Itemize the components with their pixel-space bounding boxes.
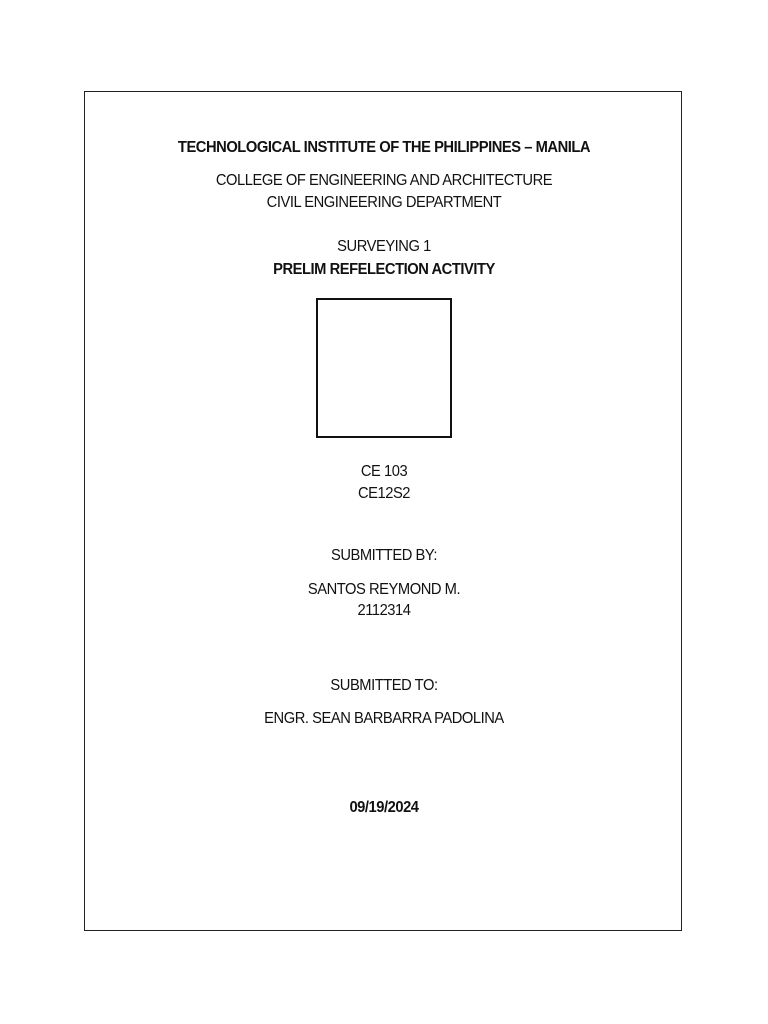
instructor-name: ENGR. SEAN BARBARRA PADOLINA	[264, 710, 504, 727]
logo-placeholder	[316, 298, 452, 438]
department-name: CIVIL ENGINEERING DEPARTMENT	[266, 194, 502, 211]
course-code: CE 103	[360, 463, 408, 480]
college-name: COLLEGE OF ENGINEERING AND ARCHITECTURE	[215, 172, 553, 189]
course-title: SURVEYING 1	[337, 238, 431, 255]
institution-title: TECHNOLOGICAL INSTITUTE OF THE PHILIPPINES – MANILA	[177, 139, 591, 156]
section-code: CE12S2	[357, 485, 411, 502]
submitted-to-label: SUBMITTED TO:	[330, 677, 438, 694]
student-id: 2112314	[357, 602, 411, 619]
submitted-by-label: SUBMITTED BY:	[330, 547, 438, 564]
student-name: SANTOS REYMOND M.	[307, 581, 461, 598]
activity-title: PRELIM REFELECTION ACTIVITY	[273, 261, 495, 278]
submission-date: 09/19/2024	[349, 799, 419, 816]
